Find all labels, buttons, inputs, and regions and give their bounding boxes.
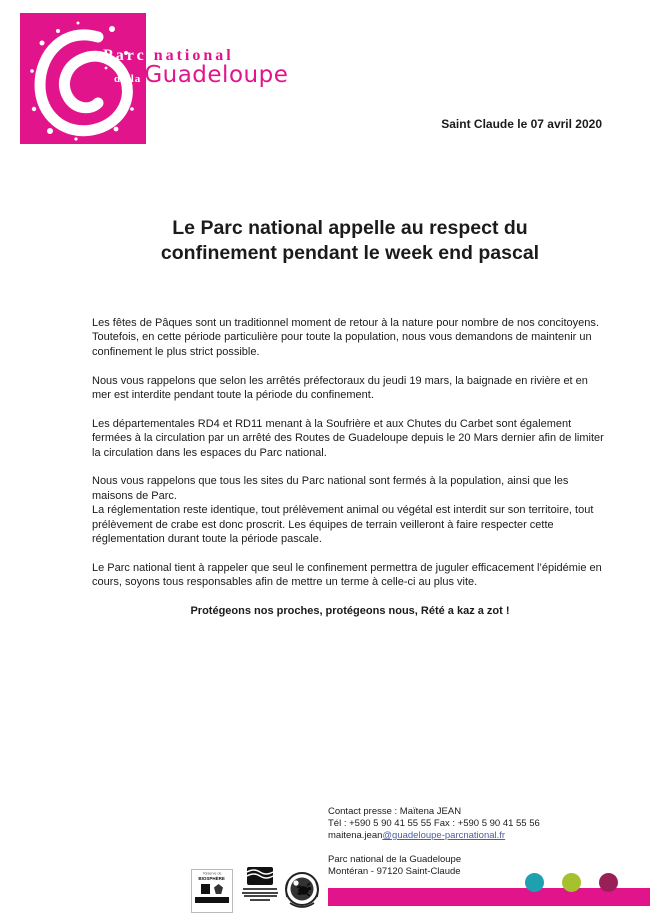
body-paragraph: Le Parc national tient à rappeler que seul le confinement permettra de juguler efficacement l’épidémie en cours, soyons tous responsables afin de mettre un terme à celle-ci au plus vite.: [92, 561, 602, 589]
slogan: Protégeons nos proches, protégeons nous, Rété a kaz a zot !: [190, 605, 510, 618]
biosphere-reserve-logo: [191, 869, 233, 913]
ramsar-caption-lines: [242, 888, 278, 901]
contact-address-line: Montéran - 97120 Saint-Claude: [328, 866, 461, 877]
logo-word-dela: de la: [114, 73, 142, 85]
footer-dot-plum: [599, 873, 618, 892]
contact-press-line: Contact presse : Maïtena JEAN: [328, 806, 462, 817]
body-paragraph: Les départementales RD4 et RD11 menant à la Soufrière et aux Chutes du Carbet sont également fermées à la circulation par un arrêté des Routes de Guadeloupe depuis le 20 Mars dernier afin de limiter la circulation dans les espaces du Parc national.: [92, 417, 604, 459]
unesco-emblem-icon: [201, 884, 210, 894]
contact-email-line: [328, 830, 540, 842]
ramsar-wave-icon: [247, 860, 273, 885]
footer-accent-bar: [328, 888, 650, 906]
logo-word-national: national: [153, 47, 234, 64]
ramsar-logo: [240, 860, 280, 915]
email-user-part: maitena.jean: [328, 830, 383, 841]
press-release-body: [92, 316, 608, 618]
body-paragraph: Les fêtes de Pâques sont un traditionnel moment de retour à la nature pour nombre de nos concitoyens. Toutefois, en cette période particulière pour toute la population, nous vous demandons de maintenir un confinement le plus strict possible.: [92, 317, 599, 358]
contact-block: [328, 806, 540, 878]
unesco-temple-icon: [201, 884, 223, 894]
biosphere-label-top: Réserve de: [202, 872, 222, 876]
contact-org-line: Parc national de la Guadeloupe: [328, 854, 462, 865]
caption-line: [243, 888, 277, 890]
contact-phone-line: Tél : +590 5 90 41 55 55 Fax : +590 5 90 41 55 56: [328, 818, 540, 829]
body-paragraph: Nous vous rappelons que selon les arrêtés préfectoraux du jeudi 19 mars, la baignade en rivière et en mer est interdite pendant toute la période du confinement.: [92, 374, 588, 402]
footer-dot-teal: [525, 873, 544, 892]
dateline: Saint Claude le 07 avril 2020: [441, 117, 602, 131]
body-paragraph: Nous vous rappelons que tous les sites du Parc national sont fermés à la population, ainsi que les maisons de Parc.: [92, 475, 569, 502]
turtle-sanctuary-logo: [283, 867, 321, 913]
caption-line: [242, 892, 278, 894]
turtle-emblem-icon: [283, 867, 321, 913]
body-paragraph: La réglementation reste identique, tout prélèvement animal ou végétal est interdit sur son territoire, tout prélèvement de crabe est donc proscrit. Les équipes de terrain veilleront à faire respecter cette réglementation durant toute la période pascale.: [92, 504, 594, 546]
logo-name-line2: [114, 62, 288, 88]
caption-line: [250, 899, 270, 901]
biosphere-emblem-icon: [214, 884, 223, 894]
logo-word-parc: Parc: [103, 47, 147, 64]
title-block: [92, 216, 608, 266]
ramsar-label: Ramsar: [251, 860, 266, 864]
biosphere-banner: [195, 897, 229, 903]
email-link[interactable]: @guadeloupe-parcnational.fr: [382, 830, 506, 841]
biosphere-label: BIOSPHÈRE: [198, 876, 226, 882]
spacer: [328, 842, 540, 854]
footer-dot-green: [562, 873, 581, 892]
caption-line: [244, 895, 277, 897]
logo-word-guadeloupe: Guadeloupe: [144, 62, 289, 88]
page-title: Le Parc national appelle au respect du confinement pendant le week end pascal: [160, 217, 540, 264]
